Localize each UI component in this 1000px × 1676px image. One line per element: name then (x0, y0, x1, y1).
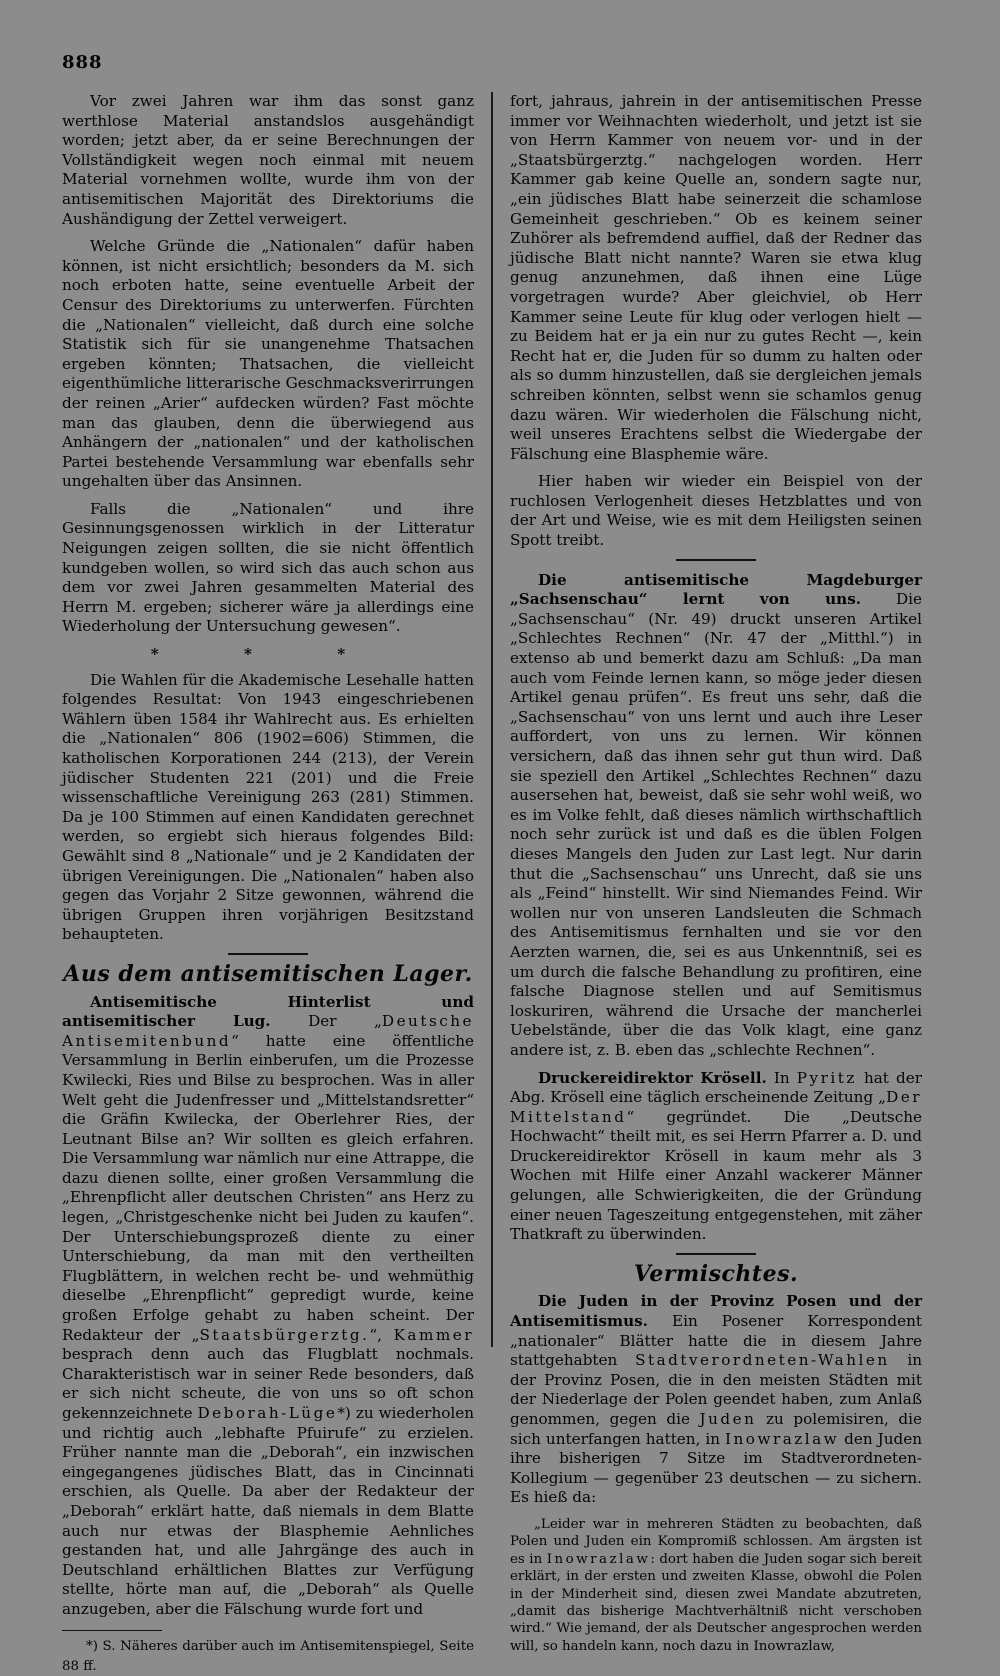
section-heading: Aus dem antisemitischen Lager. (63, 960, 473, 987)
section-separator-stars: * * * (150, 645, 386, 664)
paragraph: Falls die „Nationalen“ und ihre Gesinnungsgenossen wirklich in der Litteratur Neigungen zeigen sollten, die sie nicht öffentlich kundgeben wollen, so wird sich das auch schon aus dem vor zwei Jahren gesammelten Material des Herrn M. ergeben; sicherer wäre ja allerdings eine Wiederholung der Untersuchung gewesen“. (62, 499, 474, 636)
divider (676, 1253, 756, 1255)
article-paragraph: Antisemitische Hinterlist und antisemitischer Lug. Der „Deutsche Antisemitenbund“ hatte eine öffentliche Versammlung in Berlin einberufen, um die Prozesse Kwilecki, Ries und Bilse zu besprochen. Was in aller Welt geht die Judenfresser und „Mittelstandsretter“ die Gräfin Kwilecka, der Oberlehrer Ries, der Leutnant Bilse an? Wir sollten es gleich erfahren. Die Versammlung war nämlich nur eine Attrappe, die dazu dienen sollte, einer großen Versammlung die „Ehrenpflicht aller deutschen Christen“ ans Herz zu legen, „Christgeschenke nicht bei Juden zu kaufen“. Der Unterschiebungsprozeß diente zu einer Unterschiebung, da man mit den vertheilten Flugblättern, in welchen recht be- und wehmüthig dieselbe „Ehrenpflicht“ gepredigt wurde, keine großen Erfolge gehabt zu haben scheint. Der Redakteur der „Staatsbürgerztg.“, Kammer besprach denn auch das Flugblatt nochmals. Charakteristisch war in seiner Rede besonders, daß er sich nicht scheute, die von uns so oft schon gekennzeichnete Deborah-Lüge*) zu wiederholen und richtig auch „lebhafte Pfuirufe“ zu erzielen. Früher nannte man die „Deborah“, ein inzwischen eingegangenes jüdisches Blatt, das in Cincinnati erschien, als Quelle. Da aber der Redakteur der „Deborah“ erklärt hatte, daß niemals in dem Blatte auch nur etwas der Blasphemie Aehnliches gestanden hat, und alle Jahrgänge des auch in Deutschland erhältlichen Blattes zur Verfügung stellte, hörte man auf, die „Deborah“ als Quelle anzugeben, aber die Fälschung wurde fort und (62, 992, 475, 1618)
divider (228, 953, 308, 955)
paragraph: Vor zwei Jahren war ihm das sonst ganz werthlose Material anstandslos ausgehändigt worden; jetzt aber, da er seine Berechnungen der Vollständigkeit wegen noch einmal mit neuem Material vornehmen wollte, wurde ihm von der antisemitischen Majorität des Direktoriums die Aushändigung der Zettel verweigert. (62, 92, 474, 228)
page-number: 888 (62, 52, 103, 73)
article-paragraph: Die Juden in der Provinz Posen und der Antisemitismus. Ein Posener Korrespondent „nationaler“ Blätter hatte die in diesem Jahre stattgehabten Stadtverordneten-Wahlen in der Provinz Posen, die in den meisten Städten mit der Niederlage der Polen geendet haben, zum Anlaß genommen, gegen die Juden zu polemisiren, die sich unterfangen hatten, in Inowrazlaw den Juden ihre bisherigen 7 Sitze im Stadtverordneten-Kollegium — gegenüber 23 deutschen — zu sichern. Es hieß da: (510, 1292, 922, 1507)
section-heading: Vermischtes. (633, 1260, 799, 1287)
footnote-rule (62, 1630, 162, 1632)
article-headline: Antisemitische Hinterlist und antisemitischer Lug. (62, 992, 474, 1031)
article-headline: Die antisemitische Magdeburger „Sachsenschau“ lernt von uns. (510, 570, 922, 609)
block-quote: „Leider war in mehreren Städten zu beobachten, daß Polen und Juden ein Kompromiß schlossen. Am ärgsten ist es in Inowrazlaw: dort haben die Juden sogar sich bereit erklärt, in der ersten und zweiten Klasse, obwohl die Polen in der Minderheit sind, diesen zwei Mandate abzutreten, „damit das bisherige Machtverhältniß nicht verschoben wird.“ Wie jemand, der als Deutscher angesprochen werden will, so handeln kann, noch dazu in Inowrazlaw, (510, 1516, 922, 1654)
article-headline: Die Juden in der Provinz Posen und der Antisemitismus. (510, 1292, 922, 1331)
right-column (510, 92, 922, 1655)
article-headline: Druckereidirektor Krösell. (538, 1068, 767, 1087)
left-column (62, 92, 474, 1676)
paragraph: Welche Gründe die „Nationalen“ dafür haben können, ist nicht ersichtlich; besonders da M. sich noch erboten hatte, seine eventuelle Arbeit der Censur des Direktoriums zu unterwerfen. Fürchten die „Nationalen“ vielleicht, daß durch eine solche Statistik sich für sie unangenehme Thatsachen ergeben könnten; Thatsachen, die vielleicht eigenthümliche litterarische Geschmacksverirrungen der reinen „Arier“ aufdecken würden? Fast möchte man das glauben, denn die überwiegend aus Anhängern der „nationalen“ und der katholischen Partei bestehende Versammlung war ebenfalls sehr ungehalten über das Ansinnen. (62, 237, 474, 491)
paragraph: Die Wahlen für die Akademische Lesehalle hatten folgendes Resultat: Von 1943 eingeschriebenen Wählern üben 1584 ihr Wahlrecht aus. Es erhielten die „Nationalen“ 806 (1902=606) Stimmen, die katholischen Korporationen 244 (213), der Verein jüdischer Studenten 221 (201) und die Freie wissenschaftliche Vereinigung 263 (281) Stimmen. Da je 100 Stimmen auf einen Kandidaten gerechnet werden, so ergiebt sich hieraus folgendes Bild: Gewählt sind 8 „Nationale“ und je 2 Kandidaten der übrigen Vereinigungen. Die „Nationalen“ haben also gegen das Vorjahr 2 Sitze gewonnen, während die übrigen Gruppen ihren vorjährigen Besitzstand behaupteten. (62, 670, 474, 944)
column-divider (491, 92, 493, 1347)
divider (676, 559, 756, 561)
article-paragraph: Druckereidirektor Krösell. In Pyritz hat der Abg. Krösell eine täglich erscheinende Zeitung „Der Mittelstand“ gegründet. Die „Deutsche Hochwacht“ theilt mit, es sei Herrn Pfarrer a. D. und Druckereidirektor Krösell in kaum mehr als 3 Wochen mit Hilfe einer Anzahl wackerer Männer gelungen, alle Schwierigkeiten, die der Gründung einer neuen Tageszeitung entgegenstehen, mit zäher Thatkraft zu überwinden. (510, 1068, 922, 1244)
footnote: *) S. Näheres darüber auch im Antisemitenspiegel, Seite 88 ff. (62, 1639, 474, 1674)
paragraph: fort, jahraus, jahrein in der antisemitischen Presse immer vor Weihnachten wiederholt, und jetzt ist sie von Herrn Kammer von neuem vor- und in der „Staatsbürgerztg.“ nachgelogen worden. Herr Kammer gab keine Quelle an, sondern sagte nur, „ein jüdisches Blatt habe seinerzeit die schamlose Gemeinheit geschrieben.“ Ob es keinem seiner Zuhörer als befremdend auffiel, daß der Redner das jüdische Blatt nicht nannte? Waren sie etwa klug genug anzunehmen, daß ihnen eine Lüge vorgetragen wurde? Aber gleichviel, ob Herr Kammer seine Leute für klug oder verlogen hielt — zu Beidem hat er ja ein nur zu gutes Recht —, kein Recht hat er, die Juden für so dumm zu halten oder als so dumm hinzustellen, daß sie dergleichen jemals schreiben könnten, selbst wenn sie schamlos genug dazu wären. Wir wiederholen die Fälschung nicht, weil unseres Erachtens selbst die Wiedergabe der Fälschung eine Blasphemie wäre. (510, 92, 922, 463)
paragraph: Hier haben wir wieder ein Beispiel von der ruchlosen Verlogenheit dieses Hetzblattes und von der Art und Weise, wie es mit dem Heiligsten seinen Spott treibt. (510, 472, 922, 550)
article-paragraph: Die antisemitische Magdeburger „Sachsenschau“ lernt von uns. Die „Sachsenschau“ (Nr. 49) druckt unseren Artikel „Schlechtes Rechnen“ (Nr. 47 der „Mitthl.“) in extenso ab und bemerkt dazu am Schluß: „Da man auch vom Feinde lernen kann, so möge jeder diesen Artikel genau prüfen“. Es freut uns sehr, daß die „Sachsenschau“ von uns lernt und auch ihre Leser auffordert, von uns zu lernen. Wir können versichern, daß das ihnen sehr gut thun wird. Daß sie speziell den Artikel „Schlechtes Rechnen“ dazu ausersehen hat, beweist, daß sie sehr wohl weiß, wo es im Volke fehlt, daß dieses nämlich wirthschaftlich noch sehr zurück ist und daß es die üblen Folgen dieses Mangels den Juden zur Last legt. Nur darin thut die „Sachsenschau“ uns Unrecht, daß sie uns als „Feind“ hinstellt. Wir sind Niemandes Feind. Wir wollen nur von unseren Landsleuten die Schmach des Antisemitismus fernhalten und sie vor den Aerzten warnen, die, sei es aus Unkenntniß, sei es um durch die falsche Behandlung zu profitiren, eine falsche Diagnose stellen und auf Semitismus loskuriren, während die Ursache der mancherlei Uebelstände, über die das Volk klagt, eine ganz andere ist, z. B. eben das „schlechte Rechnen“. (510, 570, 922, 1059)
